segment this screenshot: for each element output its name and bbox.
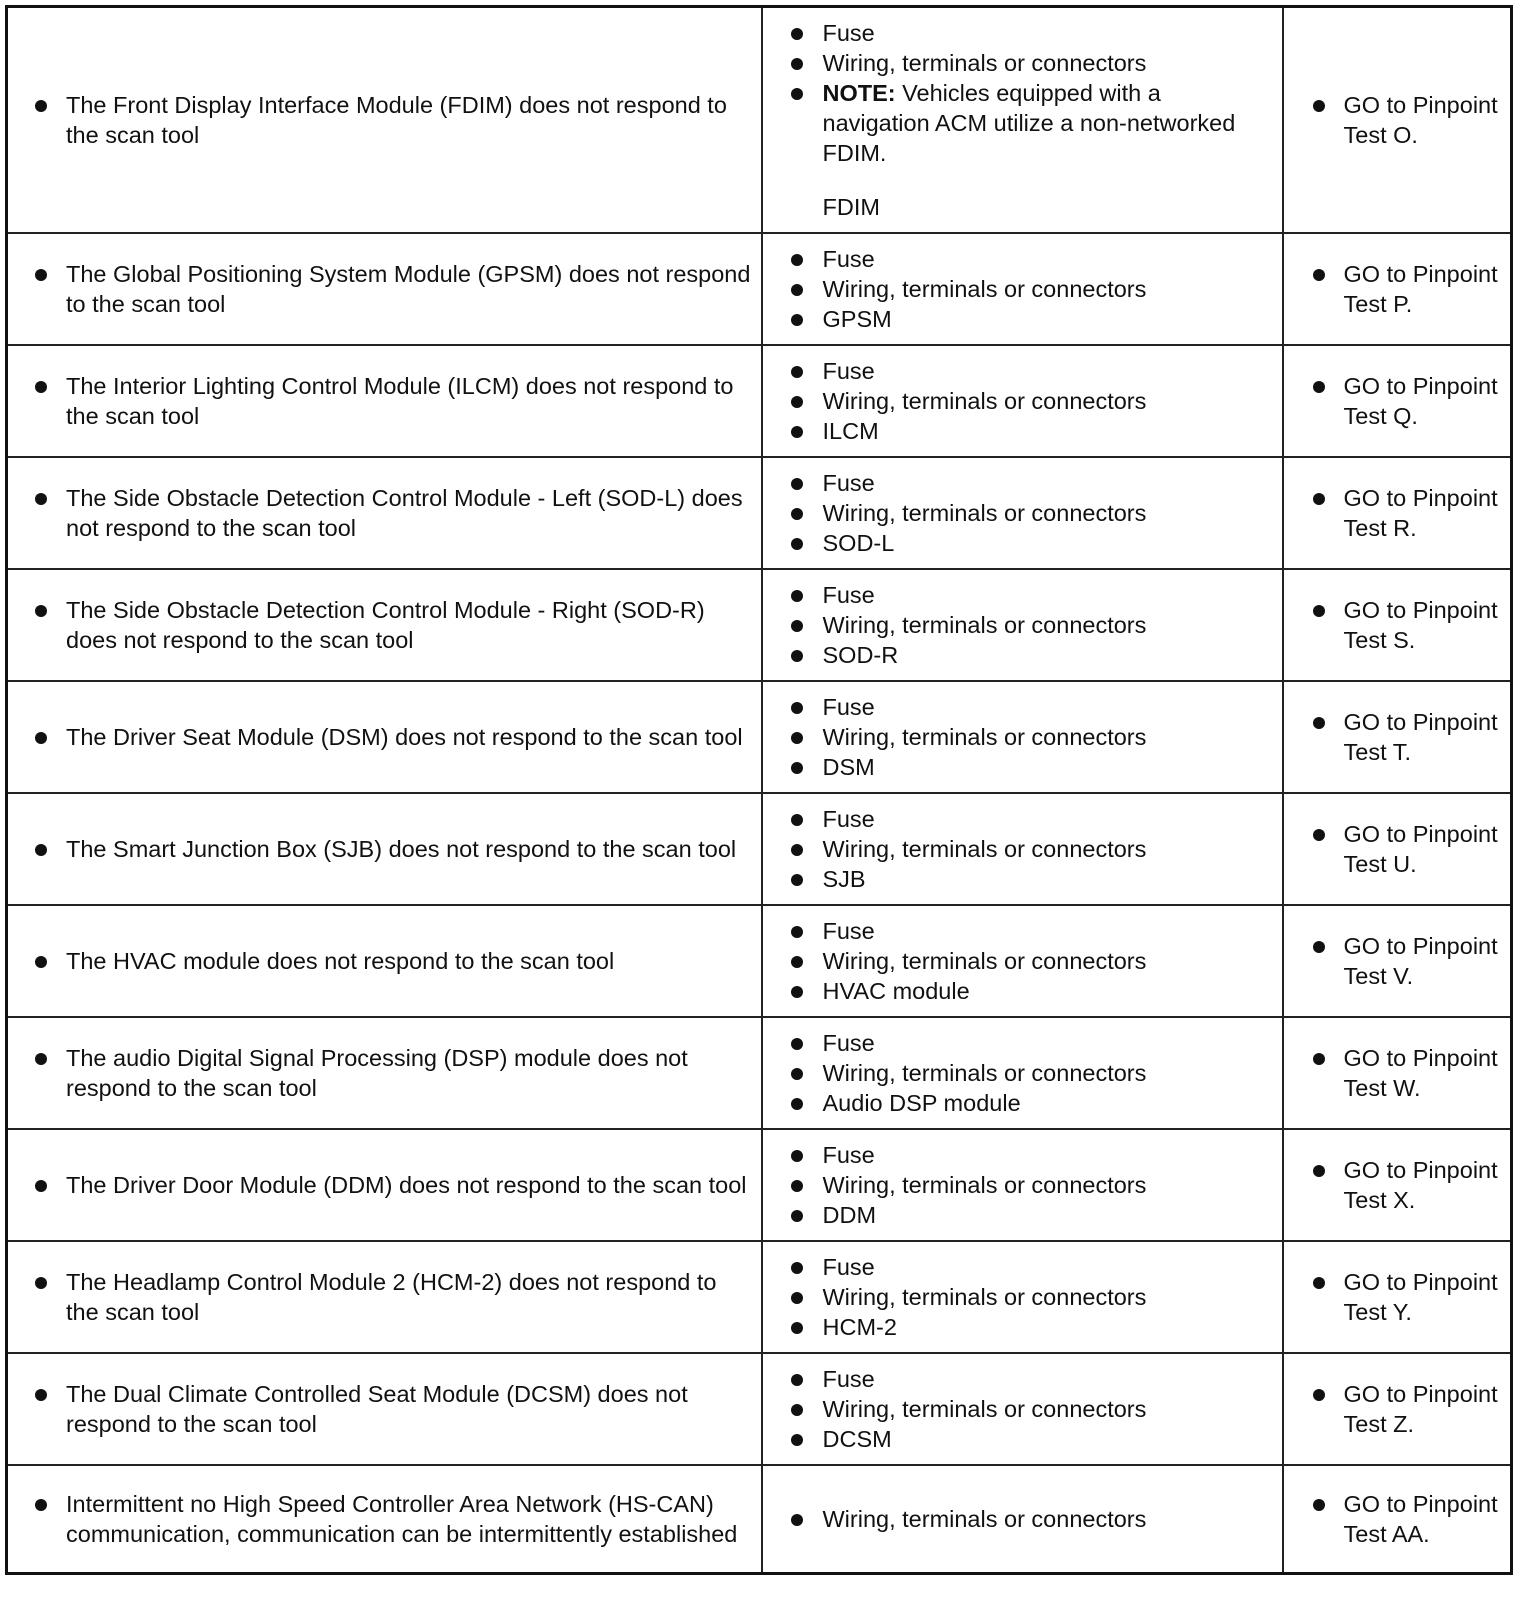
action-text: GO to Pinpoint Test V. [1284, 931, 1503, 991]
action-cell [1283, 457, 1512, 569]
table-row [7, 457, 1512, 569]
possible-source-cell [762, 1241, 1283, 1353]
condition-cell [7, 1465, 762, 1574]
possible-source-cell [762, 457, 1283, 569]
table-row [7, 905, 1512, 1017]
possible-source-cell [762, 233, 1283, 345]
note-label: NOTE: [822, 80, 896, 106]
table-row [7, 233, 1512, 345]
note-item [763, 78, 1274, 168]
possible-source-item: Wiring, terminals or connectors [763, 1504, 1274, 1534]
possible-source-cell [762, 1353, 1283, 1465]
possible-source-cell [762, 569, 1283, 681]
possible-source-cell [762, 345, 1283, 457]
possible-source-cell [762, 793, 1283, 905]
action-cell [1283, 681, 1512, 793]
possible-source-cell [762, 1129, 1283, 1241]
condition-text: The Front Display Interface Module (FDIM) does not respond to the scan tool [8, 90, 753, 150]
action-cell [1283, 345, 1512, 457]
condition-cell [7, 681, 762, 793]
possible-source-item: HVAC module [763, 976, 1274, 1006]
action-text: GO to Pinpoint Test X. [1284, 1155, 1503, 1215]
condition-cell [7, 1129, 762, 1241]
action-text: GO to Pinpoint Test U. [1284, 819, 1503, 879]
possible-source-item: SJB [763, 864, 1274, 894]
possible-source-item: Fuse [763, 244, 1274, 274]
possible-source-item: Fuse [763, 18, 1274, 48]
action-text: GO to Pinpoint Test W. [1284, 1043, 1503, 1103]
condition-cell [7, 7, 762, 234]
table-row [7, 1017, 1512, 1129]
possible-source-cell [762, 7, 1283, 234]
possible-source-item: DDM [763, 1200, 1274, 1230]
possible-source-item: Fuse [763, 692, 1274, 722]
possible-source-item: Wiring, terminals or connectors [763, 610, 1274, 640]
possible-source-subtext: FDIM [822, 194, 880, 220]
possible-source-item: DCSM [763, 1424, 1274, 1454]
action-cell [1283, 7, 1512, 234]
table-row [7, 1353, 1512, 1465]
possible-source-item: Wiring, terminals or connectors [763, 498, 1274, 528]
possible-source-item: Wiring, terminals or connectors [763, 834, 1274, 864]
condition-text: Intermittent no High Speed Controller Area Network (HS-CAN) communication, communication can be intermittently established [8, 1489, 753, 1549]
possible-source-cell [762, 905, 1283, 1017]
action-cell [1283, 1465, 1512, 1574]
table-row [7, 1129, 1512, 1241]
condition-text: The Global Positioning System Module (GPSM) does not respond to the scan tool [8, 259, 753, 319]
table-row [7, 345, 1512, 457]
action-text: GO to Pinpoint Test R. [1284, 483, 1503, 543]
possible-source-item: Wiring, terminals or connectors [763, 722, 1274, 752]
table-row [7, 1465, 1512, 1574]
note-text: Vehicles equipped with a navigation ACM utilize a non-networked FDIM. [822, 80, 1236, 166]
condition-cell [7, 1241, 762, 1353]
condition-text: The Smart Junction Box (SJB) does not respond to the scan tool [8, 834, 753, 864]
action-text: GO to Pinpoint Test P. [1284, 259, 1503, 319]
possible-source-item: Fuse [763, 580, 1274, 610]
possible-source-item: SOD-L [763, 528, 1274, 558]
action-text: GO to Pinpoint Test Y. [1284, 1267, 1503, 1327]
possible-source-item: Wiring, terminals or connectors [763, 1058, 1274, 1088]
table-row [7, 793, 1512, 905]
condition-cell [7, 345, 762, 457]
condition-text: The Side Obstacle Detection Control Module - Right (SOD-R) does not respond to the scan tool [8, 595, 753, 655]
condition-text: The Headlamp Control Module 2 (HCM-2) does not respond to the scan tool [8, 1267, 753, 1327]
condition-text: The Dual Climate Controlled Seat Module (DCSM) does not respond to the scan tool [8, 1379, 753, 1439]
possible-source-item: Fuse [763, 916, 1274, 946]
possible-source-item: Fuse [763, 1028, 1274, 1058]
action-cell [1283, 1017, 1512, 1129]
possible-source-item: Wiring, terminals or connectors [763, 946, 1274, 976]
action-cell [1283, 569, 1512, 681]
possible-source-item: Wiring, terminals or connectors [763, 1282, 1274, 1312]
symptom-table [5, 5, 1513, 1575]
possible-source-item: Wiring, terminals or connectors [763, 386, 1274, 416]
condition-cell [7, 457, 762, 569]
possible-source-item: Fuse [763, 1252, 1274, 1282]
action-cell [1283, 793, 1512, 905]
condition-text: The audio Digital Signal Processing (DSP) module does not respond to the scan tool [8, 1043, 753, 1103]
condition-cell [7, 569, 762, 681]
action-text: GO to Pinpoint Test Z. [1284, 1379, 1503, 1439]
table-row [7, 1241, 1512, 1353]
action-cell [1283, 905, 1512, 1017]
action-text: GO to Pinpoint Test T. [1284, 707, 1503, 767]
possible-source-item: GPSM [763, 304, 1274, 334]
action-cell [1283, 1129, 1512, 1241]
table-row [7, 569, 1512, 681]
symptom-table-body [7, 7, 1512, 1574]
possible-source-item: Fuse [763, 468, 1274, 498]
possible-source-item: Fuse [763, 1140, 1274, 1170]
symptom-chart [5, 5, 1510, 1575]
possible-source-item: Wiring, terminals or connectors [763, 274, 1274, 304]
possible-source-item: Fuse [763, 804, 1274, 834]
table-row [7, 681, 1512, 793]
action-text: GO to Pinpoint Test S. [1284, 595, 1503, 655]
condition-cell [7, 793, 762, 905]
condition-text: The Interior Lighting Control Module (ILCM) does not respond to the scan tool [8, 371, 753, 431]
possible-source-item: SOD-R [763, 640, 1274, 670]
possible-source-item: DSM [763, 752, 1274, 782]
action-text: GO to Pinpoint Test AA. [1284, 1489, 1503, 1549]
possible-source-item: Wiring, terminals or connectors [763, 48, 1274, 78]
possible-source-item: ILCM [763, 416, 1274, 446]
action-cell [1283, 233, 1512, 345]
possible-source-cell [762, 1465, 1283, 1574]
possible-source-item: Audio DSP module [763, 1088, 1274, 1118]
action-text: GO to Pinpoint Test O. [1284, 90, 1503, 150]
action-cell [1283, 1241, 1512, 1353]
condition-text: The HVAC module does not respond to the scan tool [8, 946, 753, 976]
possible-source-item: Wiring, terminals or connectors [763, 1394, 1274, 1424]
condition-cell [7, 1017, 762, 1129]
possible-source-cell [762, 681, 1283, 793]
possible-source-item: Wiring, terminals or connectors [763, 1170, 1274, 1200]
condition-cell [7, 905, 762, 1017]
condition-text: The Side Obstacle Detection Control Module - Left (SOD-L) does not respond to the scan tool [8, 483, 753, 543]
table-row [7, 7, 1512, 234]
condition-text: The Driver Door Module (DDM) does not respond to the scan tool [8, 1170, 753, 1200]
possible-source-cell [762, 1017, 1283, 1129]
condition-cell [7, 233, 762, 345]
possible-source-item: Fuse [763, 1364, 1274, 1394]
condition-cell [7, 1353, 762, 1465]
action-cell [1283, 1353, 1512, 1465]
action-text: GO to Pinpoint Test Q. [1284, 371, 1503, 431]
possible-source-item: HCM-2 [763, 1312, 1274, 1342]
possible-source-item: Fuse [763, 356, 1274, 386]
condition-text: The Driver Seat Module (DSM) does not respond to the scan tool [8, 722, 753, 752]
